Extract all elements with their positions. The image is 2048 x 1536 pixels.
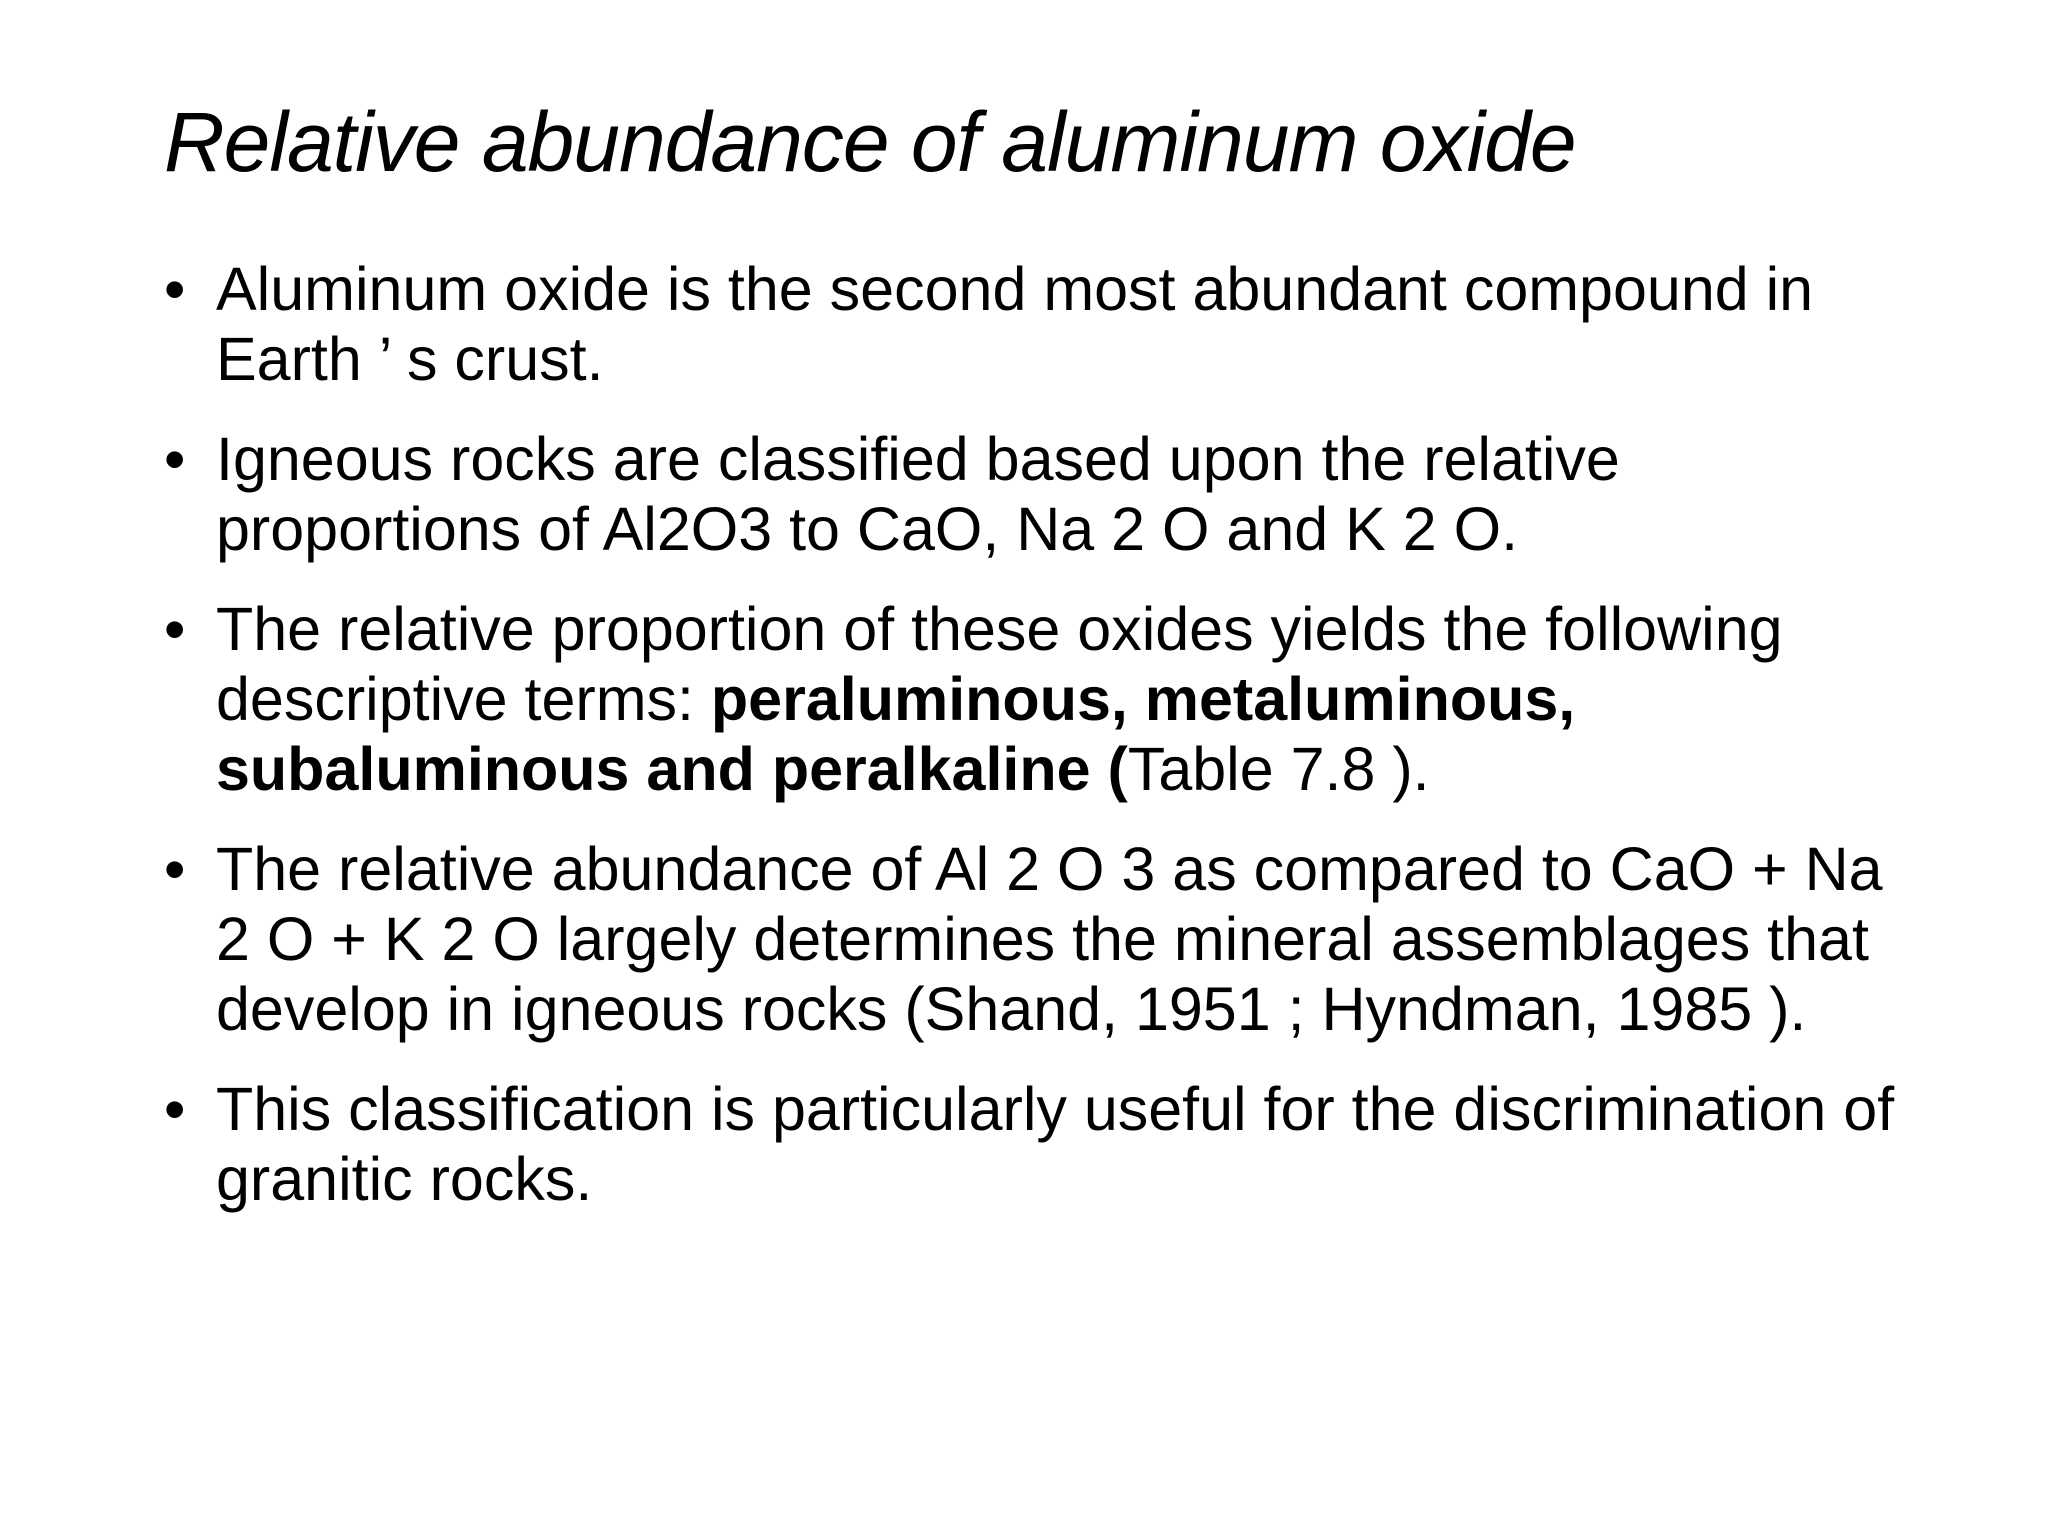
bullet-dot: • xyxy=(164,425,186,493)
bullet-text: This classification is particularly useful for the discrimination of granitic rocks. xyxy=(216,1075,1895,1213)
bullet-item xyxy=(164,834,1924,1044)
bullet-dot: • xyxy=(164,1075,186,1143)
bullet-bold-terms: peraluminous, metaluminous, subaluminous and peralkaline ( xyxy=(216,665,1576,803)
bullet-text: Aluminum oxide is the second most abundant compound in Earth ’ s crust. xyxy=(216,255,1814,393)
bullet-text: The relative proportion of these oxides yields the following descriptive terms: xyxy=(216,595,1783,733)
bullet-dot: • xyxy=(164,595,186,663)
bullet-dot: • xyxy=(164,255,186,323)
bullet-list xyxy=(164,254,1924,1214)
bullet-text-tail: Table 7.8 ). xyxy=(1127,735,1430,803)
slide-title: Relative abundance of aluminum oxide xyxy=(164,95,1576,189)
bullet-item xyxy=(164,594,1924,804)
bullet-item xyxy=(164,1074,1924,1214)
bullet-item xyxy=(164,254,1924,394)
bullet-text: Igneous rocks are classified based upon the relative proportions of Al2O3 to CaO, Na 2 O and K 2 O. xyxy=(216,425,1620,563)
bullet-text: The relative abundance of Al 2 O 3 as compared to CaO + Na 2 O + K 2 O largely determines the mineral assemblages that develop in igneous rocks (Shand, 1951 ; Hyndman, 1985 ). xyxy=(216,835,1883,1043)
bullet-dot: • xyxy=(164,835,186,903)
bullet-item xyxy=(164,424,1924,564)
